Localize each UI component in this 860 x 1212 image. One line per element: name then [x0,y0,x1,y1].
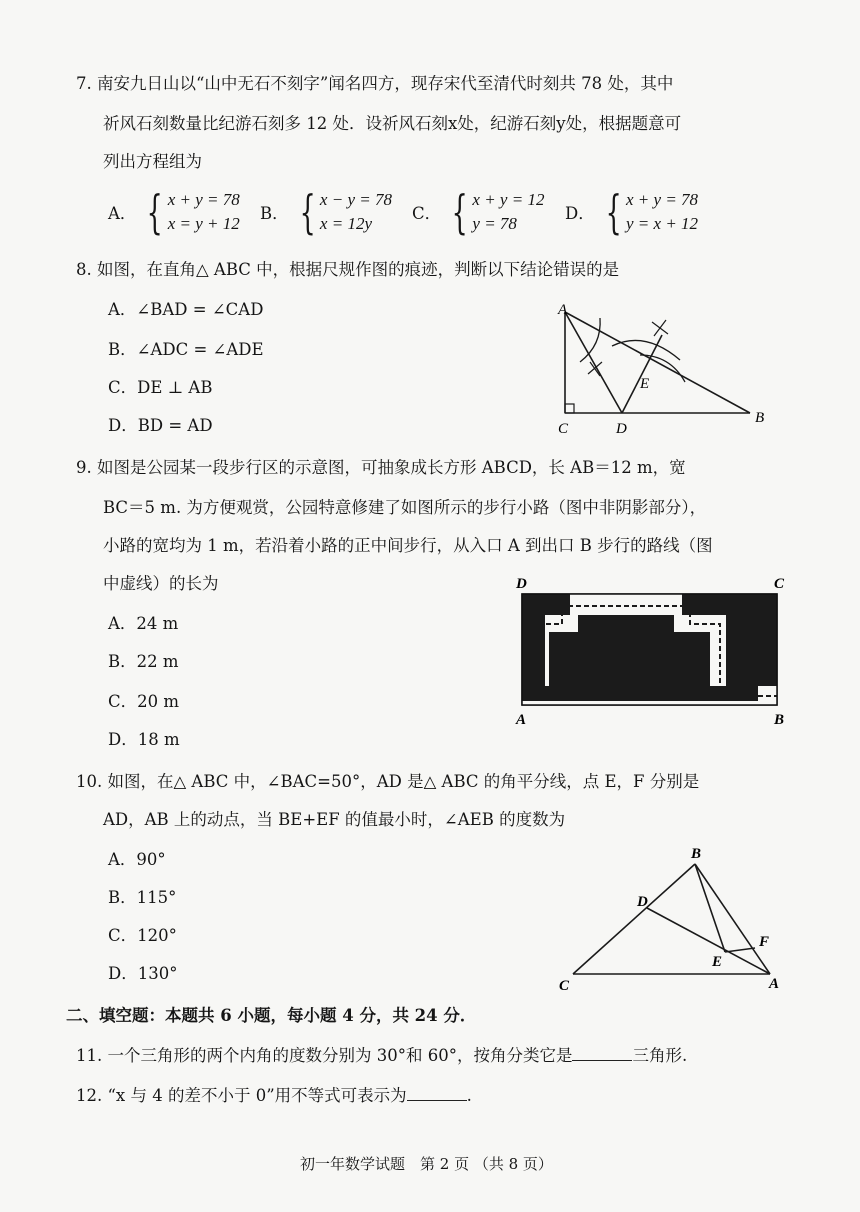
equation: y = 78 [472,214,517,233]
q10-option-c: C．120° [108,926,177,945]
section-heading: 二、填空题：本题共 6 小题，每小题 4 分，共 24 分． [66,1006,477,1025]
vertex-label-e: E [712,954,723,970]
brace-icon: { [299,185,316,239]
q11-text: 11. 一个三角形的两个内角的度数分别为 30°和 60°，按角分类它是 [76,1046,573,1065]
q8-option-a: A．∠BAD = ∠CAD [108,300,264,319]
q8-option-d: D．BD = AD [108,416,213,435]
equation: y = x + 12 [626,214,699,233]
q11 [76,1042,687,1068]
vertex-label-b: B [755,410,765,426]
q10-stem-line1: 10. 如图，在△ ABC 中，∠BAC=50°，AD 是△ ABC 的角平分线，点 E，F 分别是 [76,772,700,791]
q12-text: 12. “x 与 4 的差不小于 0”用不等式可表示为 [76,1086,407,1105]
vertex-label-e: E [640,376,650,392]
equation: x + y = 78 [626,190,699,209]
q9-stem-line3: 小路的宽均为 1 m，若沿着小路的正中间步行，从入口 A 到出口 B 步行的路线（图 [103,536,713,555]
q7-stem-line1: 7. 南安九日山以“山中无石不刻字”闻名四方，现存宋代至清代时刻共 78 处，其中 [76,74,674,93]
q10-option-d: D．130° [108,964,178,983]
answer-blank[interactable] [407,1082,467,1101]
q9-option-c: C．20 m [108,692,180,711]
q7-option-a [108,185,240,239]
q7-stem-line2: 祈风石刻数量比纪游石刻多 12 处．设祈风石刻x处，纪游石刻y处，根据题意可 [103,114,682,133]
q10-option-b: B．115° [108,888,177,907]
corner-label-c: C [774,576,785,592]
corner-label-b: B [774,712,785,726]
vertex-label-c: C [559,978,570,994]
q9-stem-line4: 中虚线）的长为 [103,574,219,593]
brace-icon: { [451,185,468,239]
q9-option-b: B．22 m [108,652,179,671]
option-label: D． [565,204,595,223]
equation: x − y = 78 [319,190,392,209]
vertex-label-d: D [616,421,627,437]
q8-triangle-figure [540,300,780,440]
equation: x = y + 12 [167,214,240,233]
q10-triangle-figure [555,842,790,994]
q8-option-b: B．∠ADC = ∠ADE [108,340,264,359]
brace-icon: { [605,185,622,239]
option-label: A． [108,204,137,223]
q12 [76,1082,472,1108]
vertex-label-b: B [691,846,702,862]
q9-stem-line2: BC＝5 m. 为方便观赏，公园特意修建了如图所示的步行小路（图中非阴影部分）， [103,498,707,517]
option-label: B． [260,204,289,223]
corner-label-a: A [516,712,527,726]
option-label: C． [412,204,442,223]
q7-option-c [412,185,545,239]
q11-text-end: 三角形. [632,1046,688,1065]
q12-text-end: . [466,1086,472,1105]
q9-park-path-figure [510,574,790,726]
q10-stem-line2: AD，AB 上的动点，当 BE+EF 的值最小时，∠AEB 的度数为 [103,810,566,829]
vertex-label-f: F [759,934,770,950]
vertex-label-a: A [558,302,568,318]
q9-option-d: D．18 m [108,730,180,749]
vertex-label-d: D [637,894,648,910]
q8-option-c: C．DE ⊥ AB [108,378,213,397]
vertex-label-a: A [769,976,780,992]
equation: x = 12y [319,214,372,233]
q9-stem-line1: 9. 如图是公园某一段步行区的示意图，可抽象成长方形 ABCD，长 AB＝12 m，宽 [76,458,686,477]
q8-stem: 8. 如图，在直角△ ABC 中，根据尺规作图的痕迹，判断以下结论错误的是 [76,260,620,279]
equation: x + y = 78 [167,190,240,209]
equation: x + y = 12 [472,190,545,209]
corner-label-d: D [516,576,527,592]
brace-icon: { [147,185,164,239]
q7-stem-line3: 列出方程组为 [103,152,202,171]
page-footer: 初一年数学试题 第 2 页 （共 8 页） [300,1155,553,1173]
q7-option-d [565,185,699,239]
q10-option-a: A．90° [108,850,166,869]
q9-option-a: A．24 m [108,614,179,633]
q7-option-b [260,185,392,239]
answer-blank[interactable] [572,1042,632,1061]
vertex-label-c: C [558,421,569,437]
